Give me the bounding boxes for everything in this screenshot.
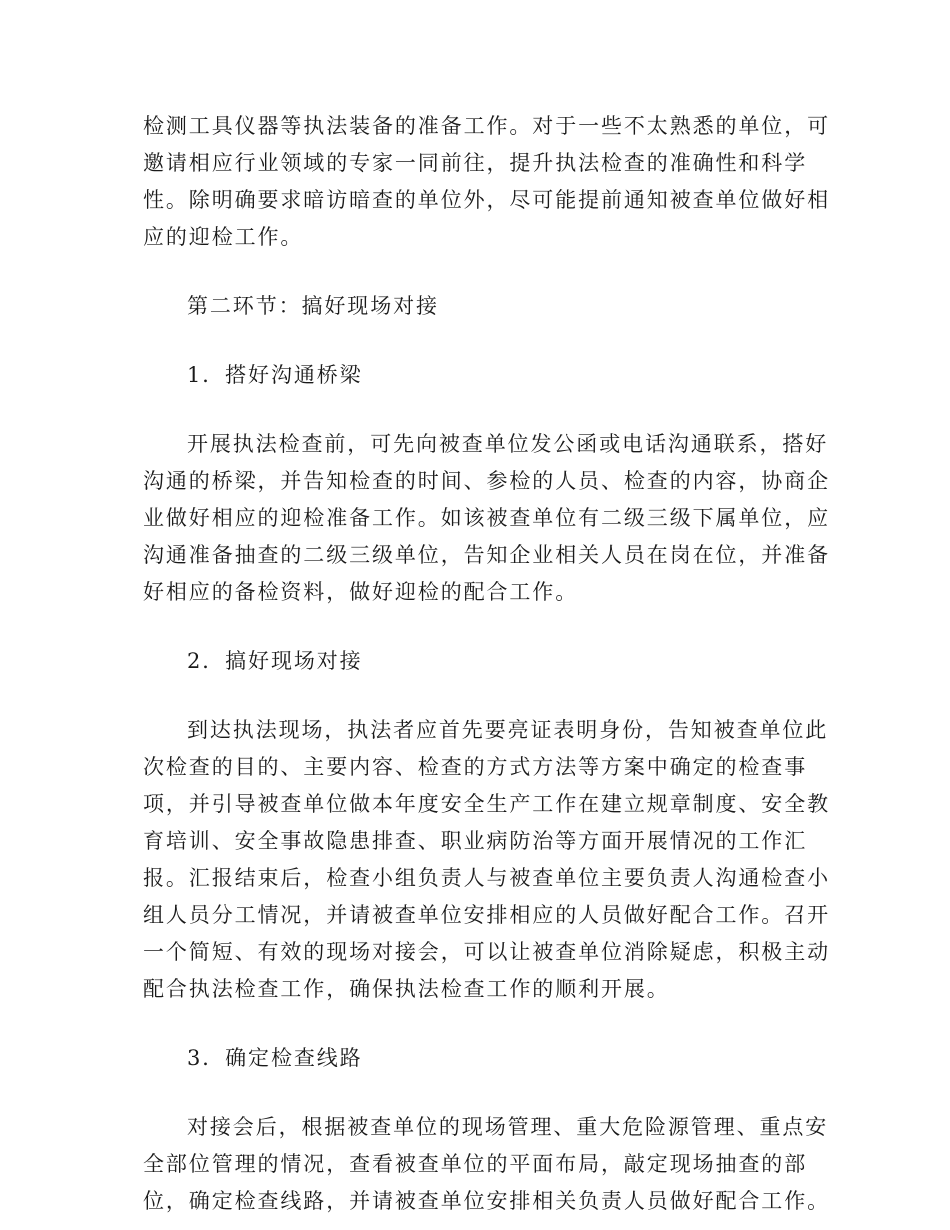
body-paragraph [143, 108, 830, 256]
body-paragraph [143, 1109, 830, 1220]
heading-text: 2．搞好现场对接 [187, 649, 363, 673]
text-line: 开展执法检查前，可先向被查单位发公函或电话沟通联系，搭好 [187, 432, 829, 456]
heading-text: 3．确定检查线路 [187, 1046, 363, 1070]
text-line: 配合执法检查工作，确保执法检查工作的顺利开展。 [143, 977, 670, 1001]
text-line: 位，确定检查线路，并请被查单位安排相关负责人员做好配合工作。 [143, 1189, 830, 1213]
section-heading [143, 288, 803, 325]
text-line: 项，并引导被查单位做本年度安全生产工作在建立规章制度、安全教 [143, 792, 830, 816]
text-line: 沟通准备抽查的二级三级单位，告知企业相关人员在岗在位，并准备 [143, 543, 830, 567]
body-paragraph [143, 712, 830, 1008]
body-paragraph [143, 426, 830, 611]
text-line: 育培训、安全事故隐患排查、职业病防治等方面开展情况的工作汇 [143, 829, 808, 853]
text-line: 业做好相应的迎检准备工作。如该被查单位有二级三级下属单位，应 [143, 506, 830, 530]
subsection-heading [143, 357, 803, 394]
text-line: 邀请相应行业领域的专家一同前往，提升执法检查的准确性和科学 [143, 151, 808, 175]
subsection-heading [143, 643, 803, 680]
text-line: 到达执法现场，执法者应首先要亮证表明身份，告知被查单位此 [187, 718, 829, 742]
text-line: 好相应的备检资料，做好迎检的配合工作。 [143, 580, 579, 604]
heading-text: 第二环节：搞好现场对接 [187, 294, 439, 318]
subsection-heading [143, 1040, 803, 1077]
text-line: 沟通的桥梁，并告知检查的时间、参检的人员、检查的内容，协商企 [143, 469, 830, 493]
text-line: 组人员分工情况，并请被查单位安排相应的人员做好配合工作。召开 [143, 903, 830, 927]
text-line: 全部位管理的情况，查看被查单位的平面布局，敲定现场抽查的部 [143, 1152, 808, 1176]
text-line: 对接会后，根据被查单位的现场管理、重大危险源管理、重点安 [187, 1115, 829, 1139]
text-line: 性。除明确要求暗访暗查的单位外，尽可能提前通知被查单位做好相 [143, 188, 830, 212]
text-line: 一个简短、有效的现场对接会，可以让被查单位消除疑虑，积极主动 [143, 940, 830, 964]
text-line: 报。汇报结束后，检查小组负责人与被查单位主要负责人沟通检查小 [143, 866, 830, 890]
text-line: 检测工具仪器等执法装备的准备工作。对于一些不太熟悉的单位，可 [143, 114, 830, 138]
text-line: 应的迎检工作。 [143, 225, 304, 249]
heading-text: 1．搭好沟通桥梁 [187, 363, 363, 387]
text-line: 次检查的目的、主要内容、检查的方式方法等方案中确定的检查事 [143, 755, 808, 779]
document-page [143, 108, 830, 1220]
